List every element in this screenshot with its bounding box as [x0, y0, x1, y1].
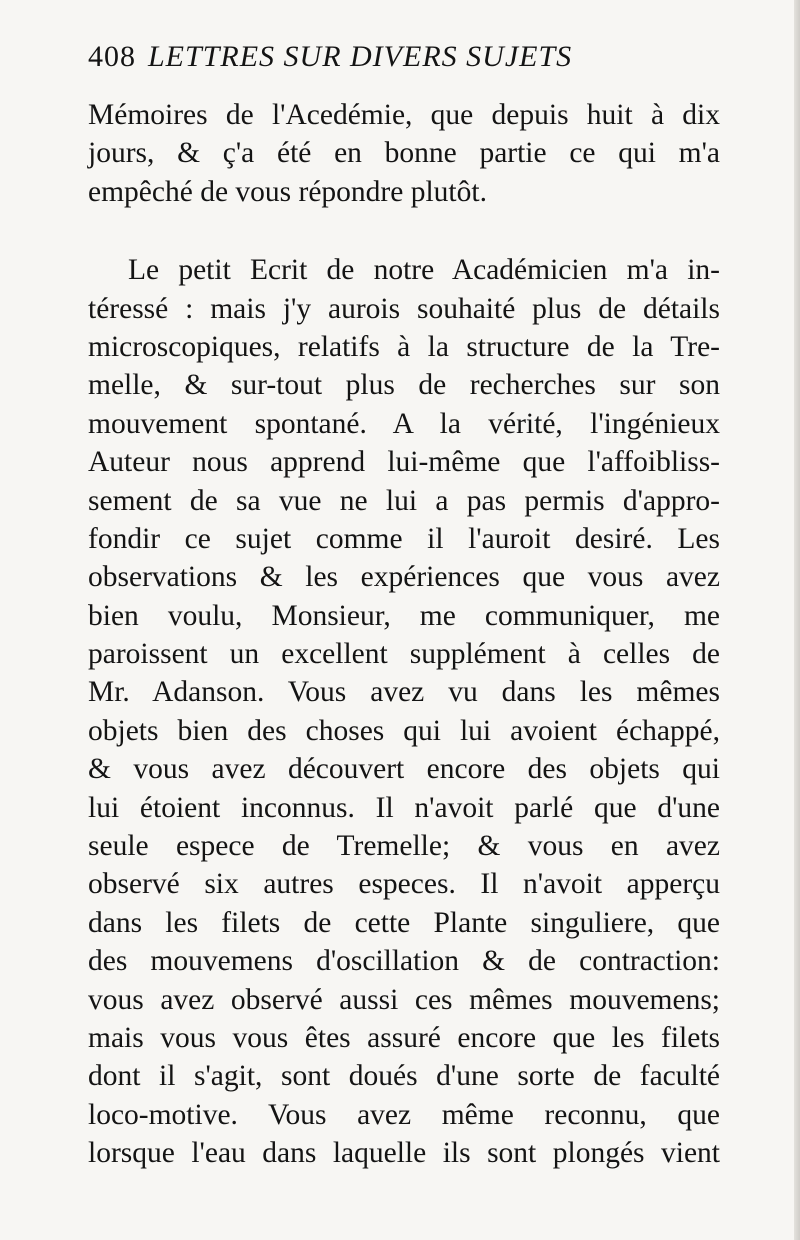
text-line: bien voulu, Monsieur, me communiquer, me	[88, 599, 720, 632]
paragraph-1	[88, 96, 720, 211]
text-line: jours, & ç'a été en bonne partie ce qui m'a	[88, 137, 720, 170]
page-number: 408	[88, 40, 136, 73]
text-line: paroissent un excellent supplément à celles de	[88, 638, 720, 671]
text-line: observations & les expériences que vous avez	[88, 561, 720, 594]
text-line: empêché de vous répondre plutôt.	[88, 175, 487, 208]
text-line: Mr. Adanson. Vous avez vu dans les mêmes	[88, 676, 720, 709]
text-line: melle, & sur-tout plus de recherches sur son	[88, 369, 720, 402]
text-line: Mémoires de l'Acedémie, que depuis huit à dix	[88, 99, 720, 131]
page-edge	[794, 0, 800, 1240]
text-line: mais vous vous êtes assuré encore que les filets	[88, 1021, 720, 1054]
paragraph-2	[88, 251, 720, 1172]
paragraph-gap	[88, 211, 720, 251]
running-header	[88, 40, 648, 80]
text-line: objets bien des choses qui lui avoient échappé,	[88, 714, 720, 747]
body-text	[88, 96, 720, 1173]
text-line: loco-motive. Vous avez même reconnu, que	[88, 1098, 720, 1131]
text-line: des mouvemens d'oscillation & de contraction:	[88, 945, 720, 978]
text-line: lui étoient inconnus. Il n'avoit parlé que d'une	[88, 791, 720, 824]
text-line: lorsque l'eau dans laquelle ils sont plongés vient	[88, 1137, 720, 1170]
text-line: microscopiques, relatifs à la structure de la Tre-	[88, 330, 720, 363]
text-line: observé six autres especes. Il n'avoit apperçu	[88, 868, 720, 901]
text-line: dont il s'agit, sont doués d'une sorte de faculté	[88, 1060, 720, 1093]
text-line: Le petit Ecrit de notre Académicien m'a in-	[128, 254, 720, 287]
text-line: sement de sa vue ne lui a pas permis d'appro-	[88, 484, 720, 517]
text-line: vous avez observé aussi ces mêmes mouvemens;	[88, 983, 720, 1016]
text-line: & vous avez découvert encore des objets qui	[88, 753, 720, 786]
running-title: LETTRES SUR DIVERS SUJETS	[148, 40, 573, 73]
text-line: fondir ce sujet comme il l'auroit desiré. Les	[88, 522, 720, 555]
text-line: seule espece de Tremelle; & vous en avez	[88, 830, 720, 863]
text-line: mouvement spontané. A la vérité, l'ingénieux	[88, 407, 720, 440]
text-line: téressé : mais j'y aurois souhaité plus de détails	[88, 292, 720, 325]
text-line: dans les filets de cette Plante singuliere, que	[88, 906, 720, 939]
text-line: Auteur nous apprend lui-même que l'affoibliss-	[88, 446, 720, 479]
